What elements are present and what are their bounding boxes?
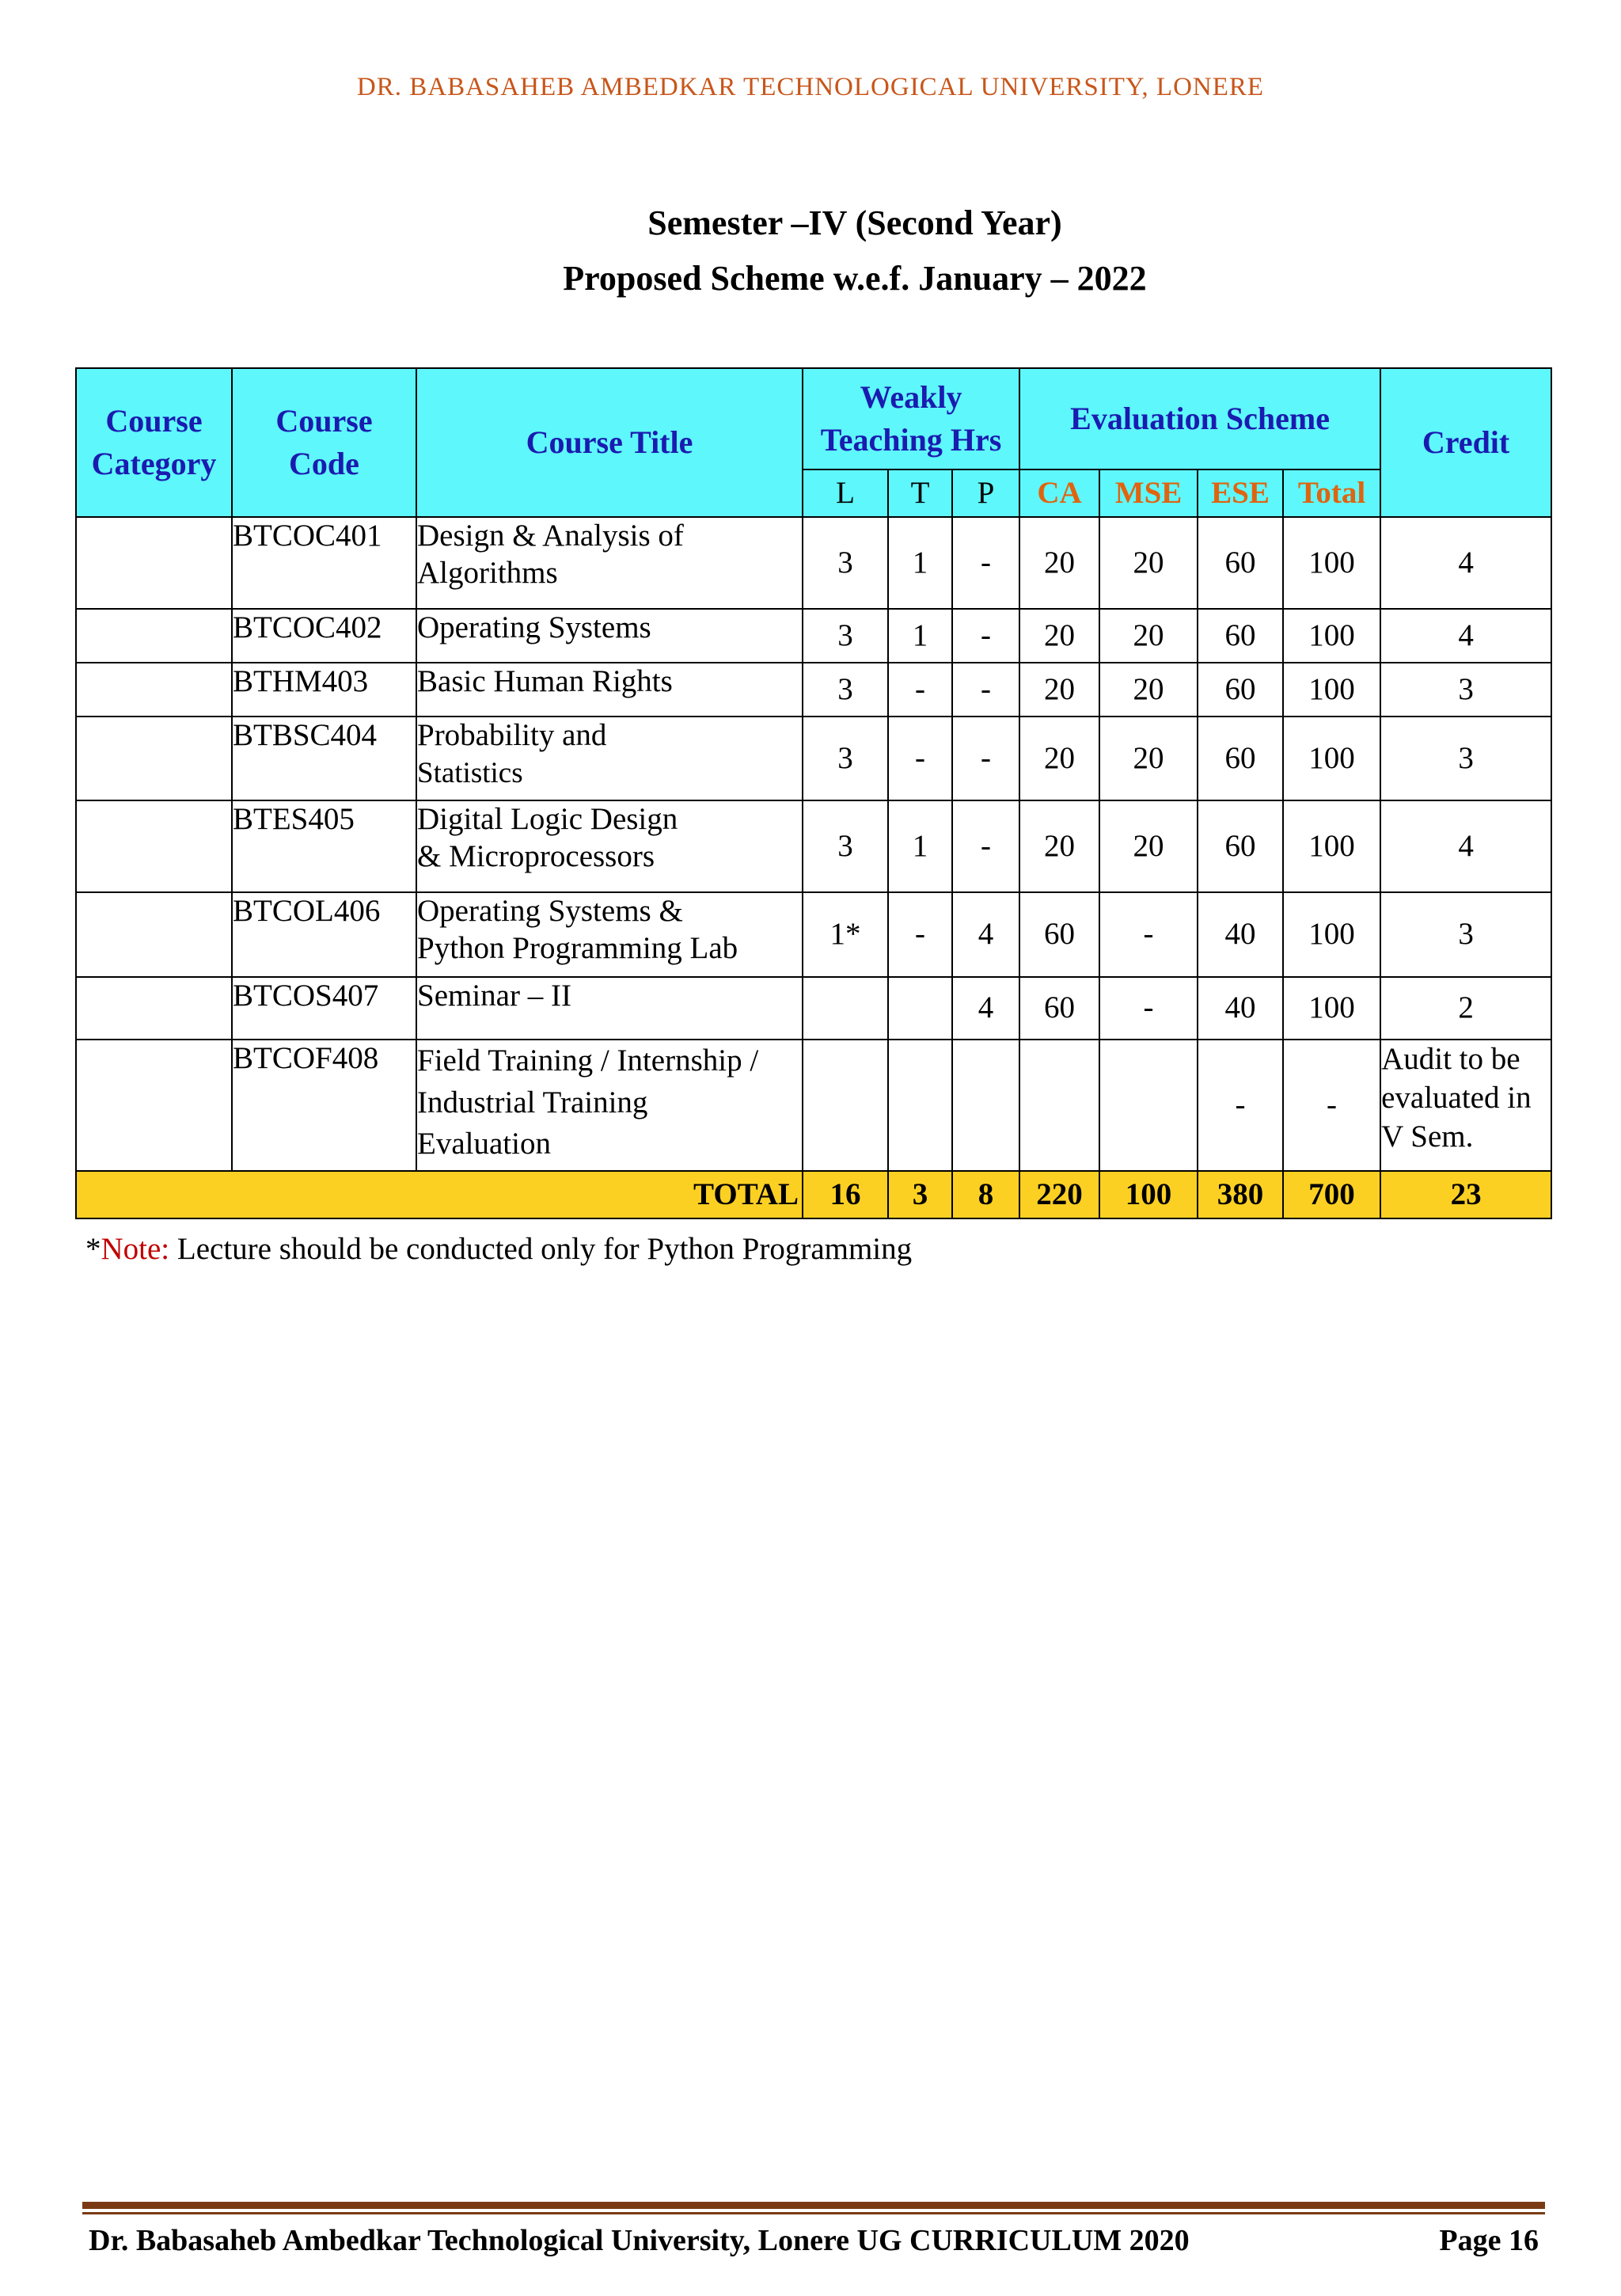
- cell-code: BTBSC404: [232, 717, 416, 800]
- header-credit: Credit: [1380, 368, 1551, 517]
- total-CA: 220: [1019, 1171, 1099, 1218]
- total-P: 8: [952, 1171, 1019, 1218]
- cell-L: 1*: [803, 892, 888, 977]
- cell-MSE: 20: [1099, 663, 1198, 717]
- total-credit: 23: [1380, 1171, 1551, 1218]
- cell-CA: 20: [1019, 717, 1099, 800]
- cell-MSE: 20: [1099, 609, 1198, 663]
- header-course-code: Course Code: [232, 368, 416, 517]
- cell-T: [888, 1040, 952, 1171]
- cell-ESE: 60: [1198, 800, 1283, 892]
- header-Total: Total: [1283, 469, 1380, 517]
- cell-credit: 2: [1380, 977, 1551, 1040]
- cell-category: [76, 977, 232, 1040]
- table-row: [76, 800, 1551, 892]
- cell-Total: -: [1283, 1040, 1380, 1171]
- cell-Total: 100: [1283, 977, 1380, 1040]
- header-evaluation-scheme: Evaluation Scheme: [1019, 368, 1380, 469]
- footnote: *Note: Lecture should be conducted only for Python Programming: [85, 1232, 913, 1266]
- cell-title: Digital Logic Design & Microprocessors: [416, 800, 803, 892]
- cell-L: [803, 977, 888, 1040]
- header-ESE: ESE: [1198, 469, 1283, 517]
- cell-title: Basic Human Rights: [416, 663, 803, 717]
- cell-credit: 4: [1380, 609, 1551, 663]
- document-subtitle: Proposed Scheme w.e.f. January – 2022: [563, 259, 1147, 298]
- table-row: [76, 517, 1551, 609]
- table-row: [76, 717, 1551, 800]
- total-T: 3: [888, 1171, 952, 1218]
- cell-P: 4: [952, 977, 1019, 1040]
- cell-Total: 100: [1283, 892, 1380, 977]
- footer-divider-thin: [82, 2212, 1545, 2214]
- cell-category: [76, 609, 232, 663]
- cell-Total: 100: [1283, 717, 1380, 800]
- cell-title: Operating Systems & Python Programming Lab: [416, 892, 803, 977]
- table-row: [76, 609, 1551, 663]
- cell-category: [76, 1040, 232, 1171]
- table-row: [76, 892, 1551, 977]
- cell-ESE: 40: [1198, 977, 1283, 1040]
- cell-L: 3: [803, 609, 888, 663]
- cell-P: -: [952, 800, 1019, 892]
- cell-MSE: 20: [1099, 517, 1198, 609]
- header-course-title: Course Title: [416, 368, 803, 517]
- cell-MSE: -: [1099, 977, 1198, 1040]
- cell-CA: 20: [1019, 663, 1099, 717]
- cell-ESE: 60: [1198, 663, 1283, 717]
- header-course-category: Course Category: [76, 368, 232, 517]
- cell-P: [952, 1040, 1019, 1171]
- cell-category: [76, 892, 232, 977]
- cell-P: -: [952, 609, 1019, 663]
- cell-T: 1: [888, 517, 952, 609]
- cell-ESE: 60: [1198, 517, 1283, 609]
- cell-credit: 3: [1380, 663, 1551, 717]
- table-row: [76, 1040, 1551, 1171]
- header-CA: CA: [1019, 469, 1099, 517]
- running-header: DR. BABASAHEB AMBEDKAR TECHNOLOGICAL UNIVERSITY, LONERE: [356, 73, 1265, 101]
- footnote-label: Note:: [101, 1232, 170, 1266]
- footer-divider: [82, 2202, 1545, 2209]
- course-scheme-table: [75, 367, 1552, 1219]
- total-label: TOTAL: [76, 1171, 803, 1218]
- cell-credit: Audit to be evaluated in V Sem.: [1380, 1040, 1551, 1171]
- total-ESE: 380: [1198, 1171, 1283, 1218]
- cell-CA: [1019, 1040, 1099, 1171]
- cell-credit: 3: [1380, 717, 1551, 800]
- total-L: 16: [803, 1171, 888, 1218]
- cell-code: BTCOC402: [232, 609, 416, 663]
- cell-P: -: [952, 517, 1019, 609]
- cell-T: 1: [888, 609, 952, 663]
- cell-code: BTCOL406: [232, 892, 416, 977]
- cell-T: -: [888, 663, 952, 717]
- cell-title: Field Training / Internship / Industrial Training Evaluation: [416, 1040, 803, 1171]
- cell-CA: 20: [1019, 800, 1099, 892]
- header-L: L: [803, 469, 888, 517]
- cell-T: -: [888, 892, 952, 977]
- cell-L: 3: [803, 663, 888, 717]
- total-row: [76, 1171, 1551, 1218]
- cell-ESE: 40: [1198, 892, 1283, 977]
- cell-L: 3: [803, 800, 888, 892]
- header-weekly-hours: Weakly Teaching Hrs: [803, 368, 1019, 469]
- cell-Total: 100: [1283, 517, 1380, 609]
- cell-ESE: 60: [1198, 717, 1283, 800]
- cell-code: BTES405: [232, 800, 416, 892]
- cell-title: Probability and Statistics: [416, 717, 803, 800]
- cell-Total: 100: [1283, 800, 1380, 892]
- document-title: Semester –IV (Second Year): [647, 203, 1062, 242]
- cell-credit: 4: [1380, 800, 1551, 892]
- cell-MSE: [1099, 1040, 1198, 1171]
- cell-CA: 60: [1019, 892, 1099, 977]
- cell-title: Seminar – II: [416, 977, 803, 1040]
- cell-Total: 100: [1283, 609, 1380, 663]
- cell-credit: 4: [1380, 517, 1551, 609]
- cell-category: [76, 717, 232, 800]
- cell-P: 4: [952, 892, 1019, 977]
- cell-L: [803, 1040, 888, 1171]
- footer-text: Dr. Babasaheb Ambedkar Technological University, Lonere UG CURRICULUM 2020: [89, 2224, 1190, 2257]
- total-MSE: 100: [1099, 1171, 1198, 1218]
- header-MSE: MSE: [1099, 469, 1198, 517]
- cell-T: -: [888, 717, 952, 800]
- cell-CA: 20: [1019, 609, 1099, 663]
- cell-ESE: 60: [1198, 609, 1283, 663]
- cell-title: Operating Systems: [416, 609, 803, 663]
- cell-category: [76, 663, 232, 717]
- cell-MSE: 20: [1099, 800, 1198, 892]
- header-row: [76, 368, 1551, 469]
- cell-MSE: -: [1099, 892, 1198, 977]
- cell-Total: 100: [1283, 663, 1380, 717]
- cell-CA: 60: [1019, 977, 1099, 1040]
- table-row: [76, 977, 1551, 1040]
- table-row: [76, 663, 1551, 717]
- cell-CA: 20: [1019, 517, 1099, 609]
- cell-P: -: [952, 663, 1019, 717]
- cell-code: BTHM403: [232, 663, 416, 717]
- cell-L: 3: [803, 517, 888, 609]
- cell-ESE: -: [1198, 1040, 1283, 1171]
- cell-code: BTCOF408: [232, 1040, 416, 1171]
- cell-code: BTCOS407: [232, 977, 416, 1040]
- cell-category: [76, 517, 232, 609]
- cell-MSE: 20: [1099, 717, 1198, 800]
- cell-T: 1: [888, 800, 952, 892]
- cell-code: BTCOC401: [232, 517, 416, 609]
- cell-title: Design & Analysis of Algorithms: [416, 517, 803, 609]
- page-number: Page 16: [1439, 2224, 1539, 2257]
- cell-credit: 3: [1380, 892, 1551, 977]
- header-T: T: [888, 469, 952, 517]
- cell-P: -: [952, 717, 1019, 800]
- cell-category: [76, 800, 232, 892]
- header-P: P: [952, 469, 1019, 517]
- cell-T: [888, 977, 952, 1040]
- total-Total: 700: [1283, 1171, 1380, 1218]
- cell-L: 3: [803, 717, 888, 800]
